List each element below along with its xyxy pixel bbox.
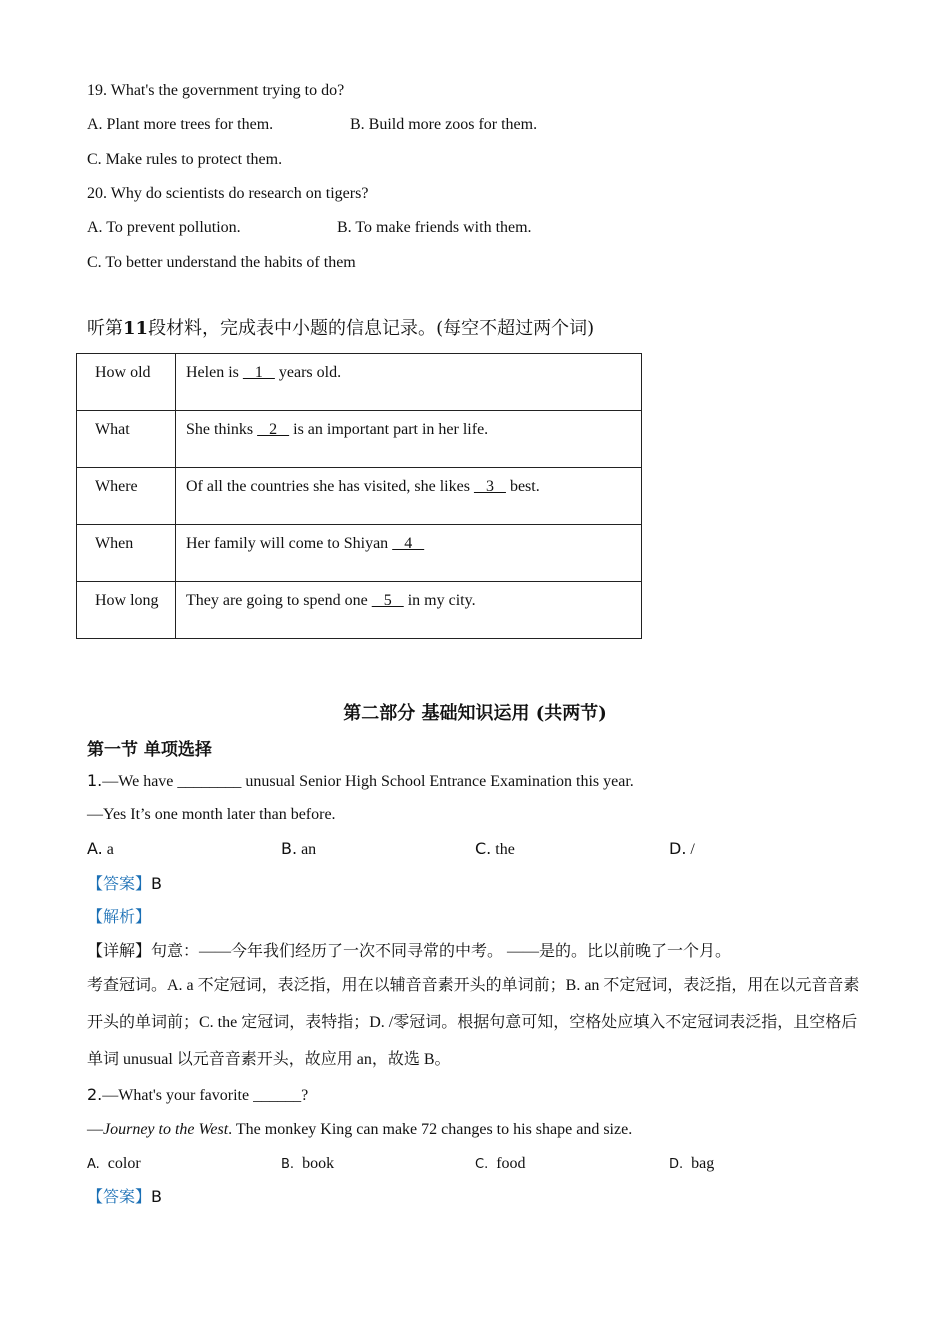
listening-instruction: 听第11段材料，完成表中小题的信息记录。(每空不超过两个词) bbox=[87, 318, 595, 339]
q19-option-c: C. Make rules to protect them. bbox=[87, 151, 283, 168]
table-key: When bbox=[77, 525, 176, 582]
blank-2[interactable]: 2 bbox=[257, 421, 290, 438]
q1-explanation: 考查冠词。A. a 不定冠词，表泛指，用在以辅音音素开头的单词前；B. an 不定冠词，表泛指，用在以元音音素开头的单词前；C. the 定冠词，表特指；D. /零冠词。根据句意可知，空格处应填入不定冠词表泛指，且空格后单词 unusual 以元音音素开头，故应用 an，故选 B。 bbox=[87, 977, 860, 1068]
q20-option-b: B. To make friends with them. bbox=[337, 219, 532, 236]
q2-option-c: C. food bbox=[475, 1155, 526, 1172]
q20-option-c: C. To better understand the habits of them bbox=[87, 254, 356, 271]
table-key: How old bbox=[77, 354, 176, 411]
q20-option-a: A. To prevent pollution. bbox=[87, 219, 241, 236]
q2-option-d: D. bag bbox=[669, 1155, 715, 1172]
table-row bbox=[77, 468, 642, 525]
blank-5[interactable]: 5 bbox=[371, 592, 404, 609]
table-value: She thinks 2 is an important part in her life. bbox=[176, 411, 642, 468]
table-key: What bbox=[77, 411, 176, 468]
table-row bbox=[77, 525, 642, 582]
table-key: How long bbox=[77, 582, 176, 639]
q1-option-d: D. / bbox=[669, 839, 695, 858]
q19-option-a: A. Plant more trees for them. bbox=[87, 116, 274, 133]
q1-detail: 【详解】句意：——今年我们经历了一次不同寻常的中考。 ——是的。比以前晚了一个月。 bbox=[87, 943, 732, 960]
q2-line2: —Journey to the West. The monkey King can make 72 changes to his shape and size. bbox=[87, 1121, 633, 1138]
q1-option-c: C. the bbox=[475, 839, 515, 858]
q2-option-a: A. color bbox=[87, 1155, 141, 1172]
q19-option-b: B. Build more zoos for them. bbox=[350, 116, 538, 133]
q1-option-a: A. a bbox=[87, 839, 114, 858]
section-title: 第一节 单项选择 bbox=[87, 740, 212, 760]
table-value: Her family will come to Shiyan 4 bbox=[176, 525, 642, 582]
q2-line1: 2.—What's your favorite ______? bbox=[87, 1085, 309, 1104]
table-row bbox=[77, 582, 642, 639]
table-row bbox=[77, 354, 642, 411]
q20-question: 20. Why do scientists do research on tigers? bbox=[87, 185, 369, 202]
table-row bbox=[77, 411, 642, 468]
q19-question: 19. What's the government trying to do? bbox=[87, 82, 345, 99]
blank-1[interactable]: 1 bbox=[242, 364, 275, 381]
q2-answer: 【答案】B bbox=[87, 1187, 162, 1206]
table-value: Of all the countries she has visited, she likes 3 best. bbox=[176, 468, 642, 525]
table-key: Where bbox=[77, 468, 176, 525]
info-table bbox=[76, 353, 642, 639]
q1-line2: —Yes It’s one month later than before. bbox=[87, 806, 336, 823]
q1-answer: 【答案】B bbox=[87, 874, 162, 893]
q2-option-b: B. book bbox=[281, 1155, 335, 1172]
blank-3[interactable]: 3 bbox=[473, 478, 506, 495]
q1-analysis-tag: 【解析】 bbox=[87, 909, 152, 926]
table-value: They are going to spend one 5 in my city. bbox=[176, 582, 642, 639]
q1-line1: 1.—We have ________ unusual Senior High School Entrance Examination this year. bbox=[87, 771, 634, 790]
blank-4[interactable]: 4 bbox=[392, 535, 425, 552]
q1-option-b: B. an bbox=[281, 839, 317, 858]
table-value: Helen is 1 years old. bbox=[176, 354, 642, 411]
part-title: 第二部分 基础知识运用 (共两节) bbox=[343, 703, 607, 724]
